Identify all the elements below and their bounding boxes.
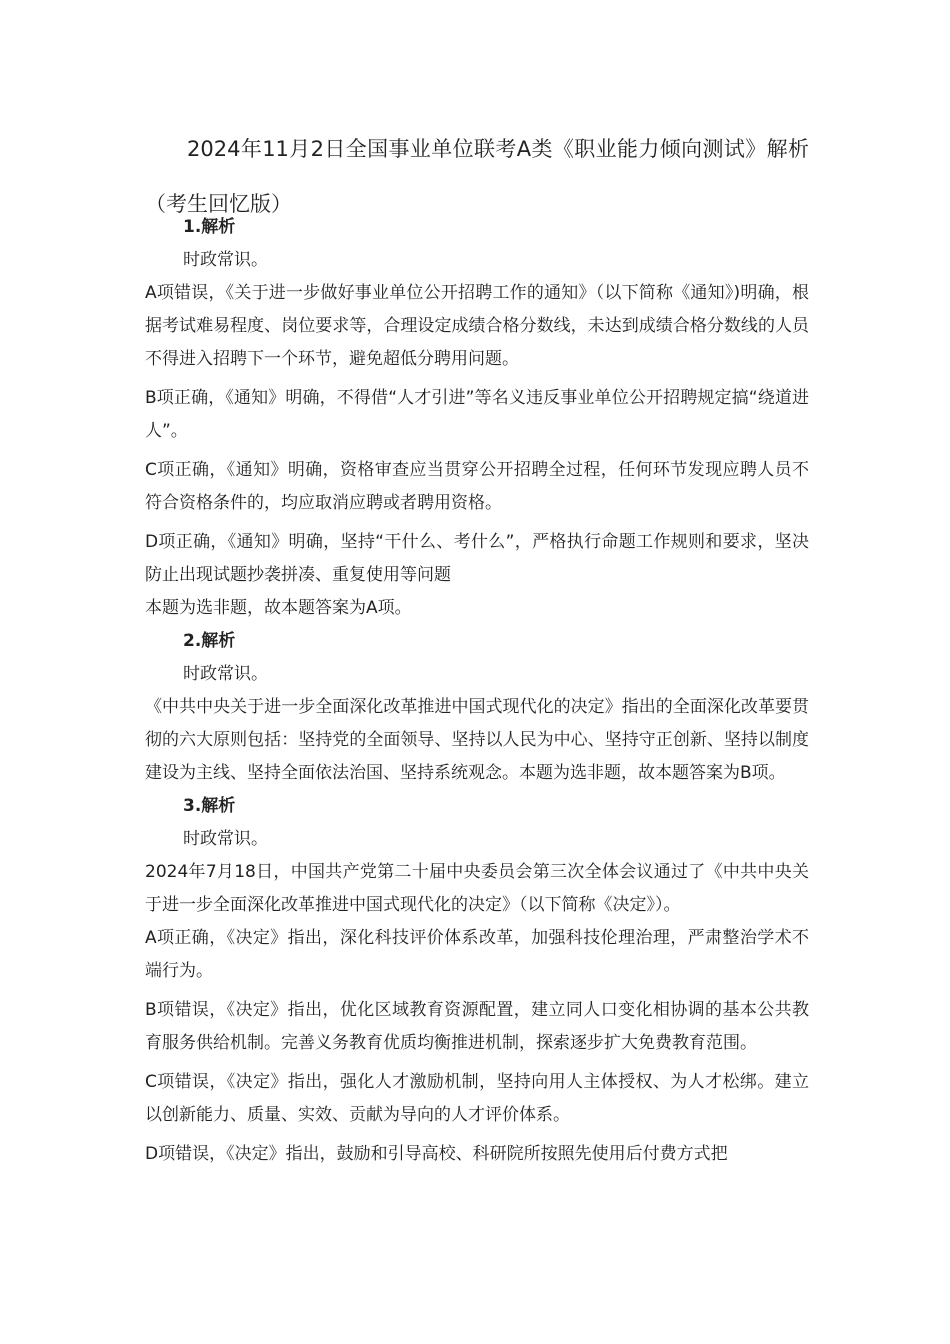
document-title: 2024年11月2日全国事业单位联考A类《职业能力倾向测试》解析（考生回忆版） (145, 137, 809, 216)
q2-text: 《中共中央关于进一步全面深化改革推进中国式现代化的决定》指出的全面深化改革要贯彻的六大原则包括：坚持党的全面领导、坚持以人民为中心、坚持守正创新、坚持以制度建设为主线、坚持全面依法治国、坚持系统观念。本题为选非题，故本题答案为B项。 (145, 697, 809, 783)
q1-heading: 1.解析 (183, 217, 236, 237)
q2-category: 时政常识。 (183, 664, 268, 684)
q3-intro: 2024年7月18日，中国共产党第二十届中央委员会第三次全体会议通过了《中共中央关于进一步全面深化改革推进中国式现代化的决定》（以下简称《决定》）。 (145, 862, 809, 915)
q3-category: 时政常识。 (183, 829, 268, 849)
q1-answer: 本题为选非题，故本题答案为A项。 (145, 598, 412, 618)
q3-option-d: D项错误，《决定》指出，鼓励和引导高校、科研院所按照先使用后付费方式把 (145, 1144, 728, 1164)
document-body (145, 211, 809, 1171)
q1-option-b: B项正确，《通知》明确，不得借“人才引进”等名义违反事业单位公开招聘规定搞“绕道进人”。 (145, 388, 809, 441)
q3-option-b: B项错误，《决定》指出，优化区域教育资源配置，建立同人口变化相协调的基本公共教育服务供给机制。完善义务教育优质均衡推进机制，探索逐步扩大免费教育范围。 (145, 1000, 809, 1053)
q3-heading: 3.解析 (183, 796, 236, 816)
q1-category: 时政常识。 (183, 250, 268, 270)
q1-option-a: A项错误，《关于进一步做好事业单位公开招聘工作的通知》（以下简称《通知》)明确，根据考试难易程度、岗位要求等，合理设定成绩合格分数线，未达到成绩合格分数线的人员不得进入招聘下一个环节，避免超低分聘用问题。 (145, 283, 809, 369)
q3-option-c: C项错误，《决定》指出，强化人才激励机制，坚持向用人主体授权、为人才松绑。建立以创新能力、质量、实效、贡献为导向的人才评价体系。 (145, 1072, 809, 1125)
q1-option-c: C项正确，《通知》明确，资格审查应当贯穿公开招聘全过程，任何环节发现应聘人员不符合资格条件的，均应取消应聘或者聘用资格。 (145, 460, 809, 513)
q1-option-d: D项正确，《通知》明确，坚持“干什么、考什么”，严格执行命题工作规则和要求，坚决防止出现试题抄袭拼凑、重复使用等问题 (145, 532, 809, 585)
q2-heading: 2.解析 (183, 631, 236, 651)
q3-option-a: A项正确，《决定》指出，深化科技评价体系改革，加强科技伦理治理，严肃整治学术不端行为。 (145, 928, 809, 981)
